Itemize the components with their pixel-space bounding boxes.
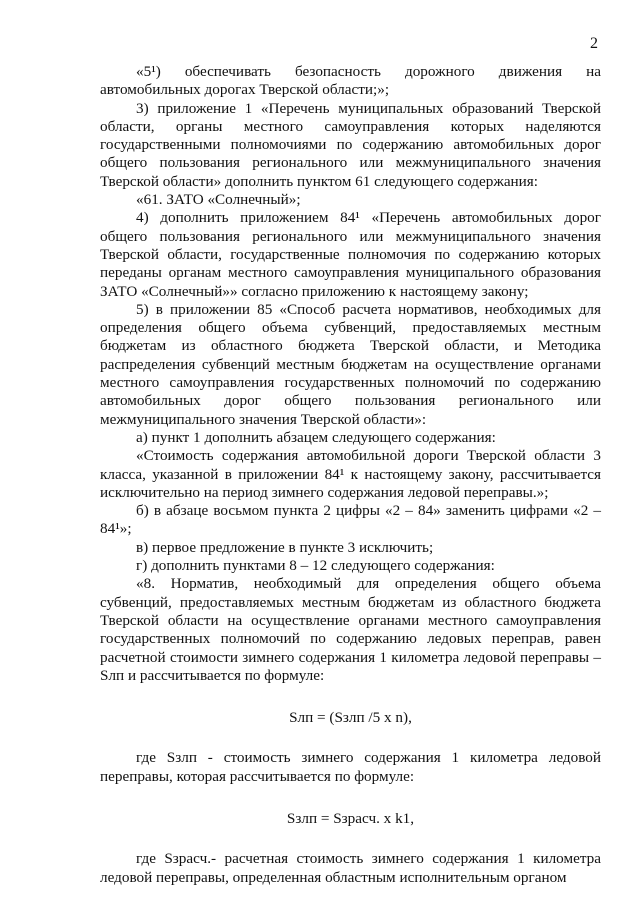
paragraph-appendix-1: 3) приложение 1 «Перечень муниципальных образований Тверской области, органы местного самоуправления которых наделяются государственными полномочиями по содержанию автомобильных дорог общего пользования регионального или межмуниципального значения Тверской области» дополнить пунктом 61 следующего содержания: [100, 99, 601, 190]
paragraph-appendix-84-1: 4) дополнить приложением 84¹ «Перечень автомобильных дорог общего пользования регионального или межмуниципального значения Тверской области, государственные полномочия по содержанию которых переданы органам местного самоуправления муниципального образования ЗАТО «Солнечный»» согласно приложению к настоящему закону; [100, 209, 601, 300]
paragraph-sub-b: б) в абзаце восьмом пункта 2 цифры «2 – 84» заменить цифрами «2 – 84¹»; [100, 502, 601, 538]
formula-ice-crossing: Sлп = (Sзлп /5 x n), [289, 709, 412, 727]
document-body [100, 63, 601, 887]
paragraph-appendix-85: 5) в приложении 85 «Способ расчета нормативов, необходимых для определения общего объема субвенций, предоставляемых местным бюджетам из областного бюджета Тверской области, и Методика распределения субвенций местным бюджетам на осуществление органами местного самоуправления государственных полномочий по содержанию автомобильных дорог общего пользования регионального или межмуниципального значения Тверской области»: [100, 300, 601, 428]
paragraph-sub-a: а) пункт 1 дополнить абзацем следующего содержания: [136, 428, 496, 446]
paragraph-item-5-1: «5¹) обеспечивать безопасность дорожного движения на автомобильных дорогах Тверской области;»; [100, 63, 601, 99]
formula-winter-cost: Sзлп = Sзрасч. x k1, [286, 809, 415, 827]
paragraph-norm-8: «8. Норматив, необходимый для определения общего объема субвенций, предоставляемых местным бюджетам из областного бюджета Тверской области на осуществление органами местного самоуправления государственных полномочий по содержанию ледовых переправ, равен расчетной стоимости зимнего содержания 1 километра ледовой переправы – Sлп и рассчитывается по формуле: [100, 575, 601, 684]
paragraph-where-szlp: где Sзлп - стоимость зимнего содержания 1 километра ледовой переправы, которая рассчитывается по формуле: [100, 749, 601, 785]
paragraph-where-szrasch: где Sзрасч.- расчетная стоимость зимнего содержания 1 километра ледовой переправы, определенная областным исполнительным органом [100, 850, 601, 886]
paragraph-cost-text: «Стоимость содержания автомобильной дороги Тверской области 3 класса, указанной в приложении 84¹ к настоящему закону, рассчитывается исключительно на период зимнего содержания ледовой переправы.»; [100, 447, 601, 501]
paragraph-sub-g: г) дополнить пунктами 8 – 12 следующего содержания: [136, 557, 495, 575]
paragraph-sub-v: в) первое предложение в пункте 3 исключить; [136, 538, 434, 556]
page-number: 2 [590, 35, 598, 52]
paragraph-zato: «61. ЗАТО «Солнечный»; [136, 191, 301, 209]
